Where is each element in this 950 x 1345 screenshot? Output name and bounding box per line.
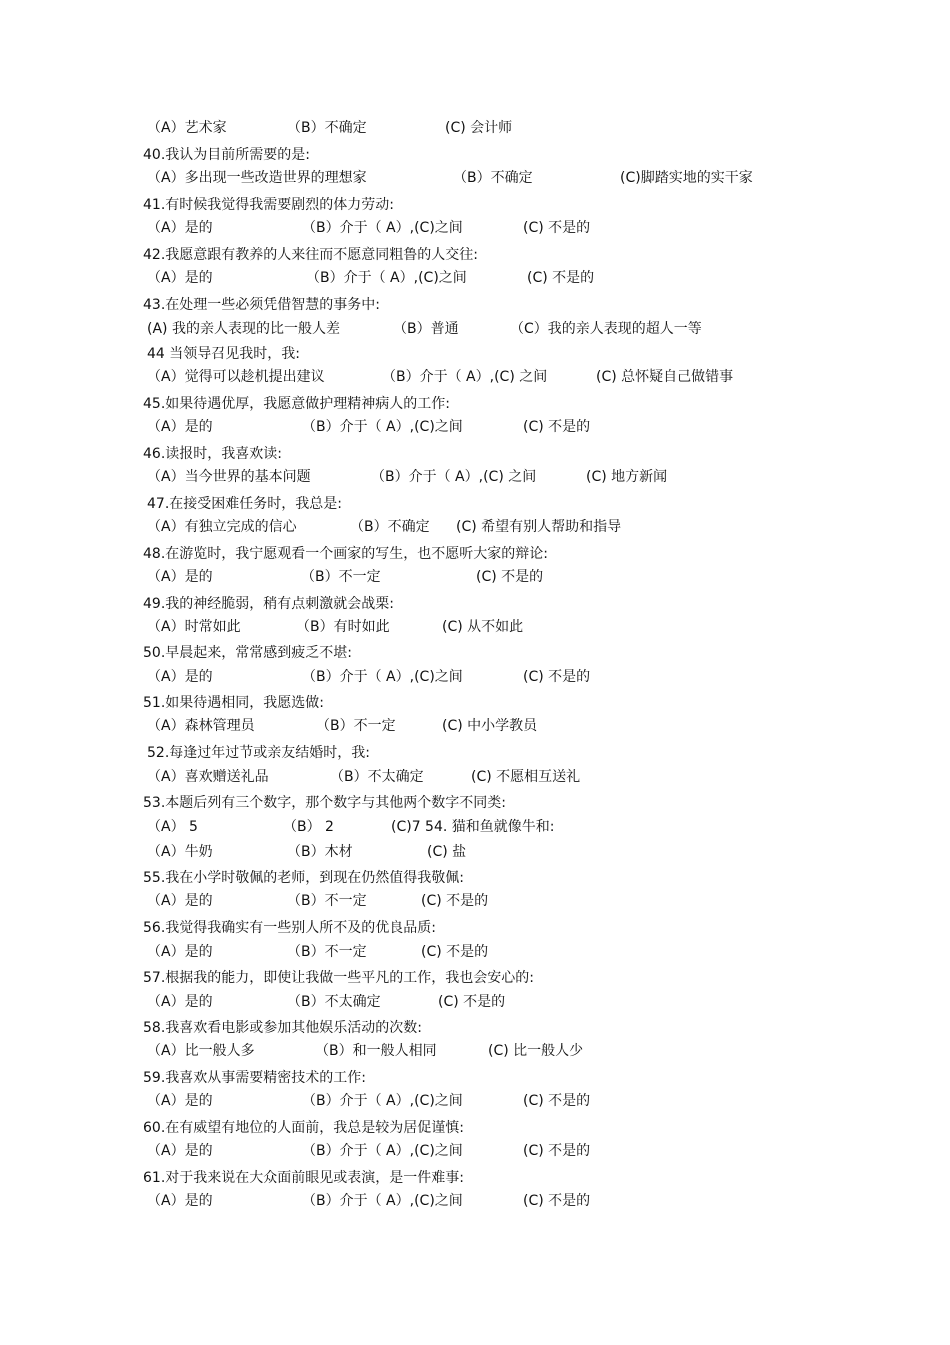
answer-options [0, 990, 950, 1014]
answer-option: (C) 不是的 [476, 569, 544, 585]
answer-option: （B）不确定 [287, 120, 367, 136]
answer-option: (C) 地方新闻 [586, 469, 668, 485]
answer-option: （B）普通 [393, 321, 459, 337]
answer-option: (C) 从不如此 [442, 619, 524, 635]
answer-option: (C) 不是的 [527, 270, 595, 286]
question-label: 60.在有威望有地位的人面前，我总是较为居促谨慎: [143, 1120, 464, 1136]
question-label: 59.我喜欢从事需要精密技术的工作: [143, 1070, 366, 1086]
answer-option: (C) 不是的 [523, 220, 591, 236]
question-text [0, 293, 950, 317]
answer-option: （B）不一定 [287, 893, 367, 909]
question-text [0, 916, 950, 940]
question-label: 51.如果待遇相同，我愿选做: [143, 695, 324, 711]
answer-option: （B）介于（ A）,(C)之间 [302, 669, 463, 685]
question-text [0, 592, 950, 616]
question-text [0, 392, 950, 416]
answer-option: （B）不确定 [350, 519, 430, 535]
answer-options [0, 216, 950, 240]
question-label: 44 当领导召见我时，我: [147, 346, 300, 362]
answer-options [0, 1139, 950, 1163]
answer-option: (C) 不是的 [523, 1093, 591, 1109]
answer-option: (C) 不是的 [523, 1193, 591, 1209]
answer-option: （A）时常如此 [147, 619, 241, 635]
answer-options [0, 1039, 950, 1063]
question-label: 58.我喜欢看电影或参加其他娱乐活动的次数: [143, 1020, 422, 1036]
answer-option: (C) 会计师 [445, 120, 513, 136]
answer-option: （B）不一定 [316, 718, 396, 734]
answer-options [0, 1089, 950, 1113]
answer-option: （A） 5 [147, 819, 198, 835]
question-label: 52.每逢过年过节或亲友结婚时，我: [147, 745, 370, 761]
answer-option: （B）介于（ A）,(C)之间 [302, 1193, 463, 1209]
answer-option: （B） 2 [283, 819, 334, 835]
answer-option: （B）不一定 [287, 944, 367, 960]
answer-options [0, 266, 950, 290]
question-text [0, 966, 950, 990]
answer-option: (C)脚踏实地的实干家 [620, 170, 753, 186]
answer-option: （A）是的 [147, 220, 213, 236]
answer-options [0, 665, 950, 689]
answer-option: （B）介于（ A）,(C)之间 [302, 1093, 463, 1109]
answer-option: （A）是的 [147, 419, 213, 435]
answer-options [0, 815, 950, 839]
question-text [0, 741, 950, 765]
question-label: 42.我愿意跟有教养的人来往而不愿意同粗鲁的人交往: [143, 247, 478, 263]
question-text [0, 791, 950, 815]
answer-option: （A）觉得可以趁机提出建议 [147, 369, 325, 385]
answer-options [0, 415, 950, 439]
question-label: 48.在游览时，我宁愿观看一个画家的写生，也不愿听大家的辩论: [143, 546, 548, 562]
answer-options [0, 365, 950, 389]
question-label: 61.对于我来说在大众面前眼见或表演，是一件难事: [143, 1170, 464, 1186]
answer-option: (C) 盐 [427, 844, 467, 860]
answer-options [0, 515, 950, 539]
question-text [0, 1016, 950, 1040]
answer-option: （A）有独立完成的信心 [147, 519, 297, 535]
answer-option: （B）介于（ A）,(C)之间 [306, 270, 467, 286]
answer-option: （B）有时如此 [296, 619, 390, 635]
answer-option: （B）不太确定 [330, 769, 424, 785]
answer-option: (C) 不愿相互送礼 [471, 769, 581, 785]
answer-options [0, 166, 950, 190]
answer-option: （A）是的 [147, 994, 213, 1010]
answer-option: （A）牛奶 [147, 844, 213, 860]
answer-option: （B）介于（ A）,(C)之间 [302, 1143, 463, 1159]
answer-option: （A）是的 [147, 1093, 213, 1109]
question-label: 47.在接受困难任务时，我总是: [147, 496, 342, 512]
answer-option: （A）艺术家 [147, 120, 227, 136]
answer-option: (C)7 54. 猫和鱼就像牛和: [391, 819, 555, 835]
answer-option: （A）是的 [147, 1143, 213, 1159]
answer-option: (C) 不是的 [421, 944, 489, 960]
question-text [0, 1166, 950, 1190]
answer-option: (C) 不是的 [421, 893, 489, 909]
question-text [0, 243, 950, 267]
answer-options [0, 565, 950, 589]
answer-option: （B）介于（ A）,(C) 之间 [371, 469, 537, 485]
question-label: 50.早晨起来，常常感到疲乏不堪: [143, 645, 352, 661]
answer-option: （A）多出现一些改造世界的理想家 [147, 170, 367, 186]
answer-options [0, 116, 950, 140]
question-text [0, 143, 950, 167]
question-text [0, 1116, 950, 1140]
question-label: 46.读报时，我喜欢读: [143, 446, 282, 462]
question-label: 43.在处理一些必须凭借智慧的事务中: [143, 297, 380, 313]
answer-options [0, 317, 950, 341]
question-label: 45.如果待遇优厚，我愿意做护理精神病人的工作: [143, 396, 450, 412]
answer-options [0, 840, 950, 864]
answer-options [0, 615, 950, 639]
answer-options [0, 714, 950, 738]
answer-option: （A）是的 [147, 569, 213, 585]
answer-option: (C) 比一般人少 [488, 1043, 584, 1059]
question-label: 56.我觉得我确实有一些别人所不及的优良品质: [143, 920, 436, 936]
answer-option: （B）介于（ A）,(C) 之间 [382, 369, 548, 385]
question-text [0, 691, 950, 715]
answer-option: （B）不确定 [453, 170, 533, 186]
answer-option: (C) 希望有别人帮助和指导 [456, 519, 622, 535]
question-label: 53.本题后列有三个数字，那个数字与其他两个数字不同类: [143, 795, 506, 811]
question-label: 57.根据我的能力，即使让我做一些平凡的工作，我也会安心的: [143, 970, 534, 986]
answer-option: （A）喜欢赠送礼品 [147, 769, 269, 785]
answer-options [0, 465, 950, 489]
answer-option: （A）森林管理员 [147, 718, 255, 734]
question-label: 41.有时候我觉得我需要剧烈的体力劳动: [143, 197, 394, 213]
answer-option: (C) 中小学教员 [442, 718, 538, 734]
answer-option: （B）介于（ A）,(C)之间 [302, 220, 463, 236]
answer-option: (C) 不是的 [523, 419, 591, 435]
answer-option: （A）当今世界的基本问题 [147, 469, 311, 485]
answer-option: （A）是的 [147, 270, 213, 286]
answer-options [0, 940, 950, 964]
answer-option: （B）不太确定 [287, 994, 381, 1010]
answer-option: (C) 不是的 [438, 994, 506, 1010]
question-label: 55.我在小学时敬佩的老师，到现在仍然值得我敬佩: [143, 870, 464, 886]
question-text [0, 641, 950, 665]
question-label: 40.我认为目前所需要的是: [143, 147, 310, 163]
answer-option: （A）是的 [147, 944, 213, 960]
answer-option: （A）比一般人多 [147, 1043, 255, 1059]
answer-options [0, 889, 950, 913]
answer-option: (C) 总怀疑自己做错事 [596, 369, 734, 385]
question-text [0, 1066, 950, 1090]
question-text [0, 442, 950, 466]
question-label: 49.我的神经脆弱，稍有点刺激就会战栗: [143, 596, 394, 612]
answer-option: （B）不一定 [301, 569, 381, 585]
answer-option: （A）是的 [147, 1193, 213, 1209]
answer-option: （A）是的 [147, 669, 213, 685]
answer-option: （A）是的 [147, 893, 213, 909]
answer-option: (C) 不是的 [523, 669, 591, 685]
question-text [0, 193, 950, 217]
answer-option: （B）介于（ A）,(C)之间 [302, 419, 463, 435]
question-text [0, 866, 950, 890]
answer-option: （B）木材 [287, 844, 353, 860]
answer-options [0, 765, 950, 789]
question-text [0, 542, 950, 566]
answer-options [0, 1189, 950, 1213]
answer-option: (A) 我的亲人表现的比一般人差 [147, 321, 340, 337]
answer-option: (C) 不是的 [523, 1143, 591, 1159]
question-text [0, 342, 950, 366]
question-text [0, 492, 950, 516]
answer-option: （B）和一般人相同 [315, 1043, 437, 1059]
answer-option: （C）我的亲人表现的超人一等 [510, 321, 702, 337]
